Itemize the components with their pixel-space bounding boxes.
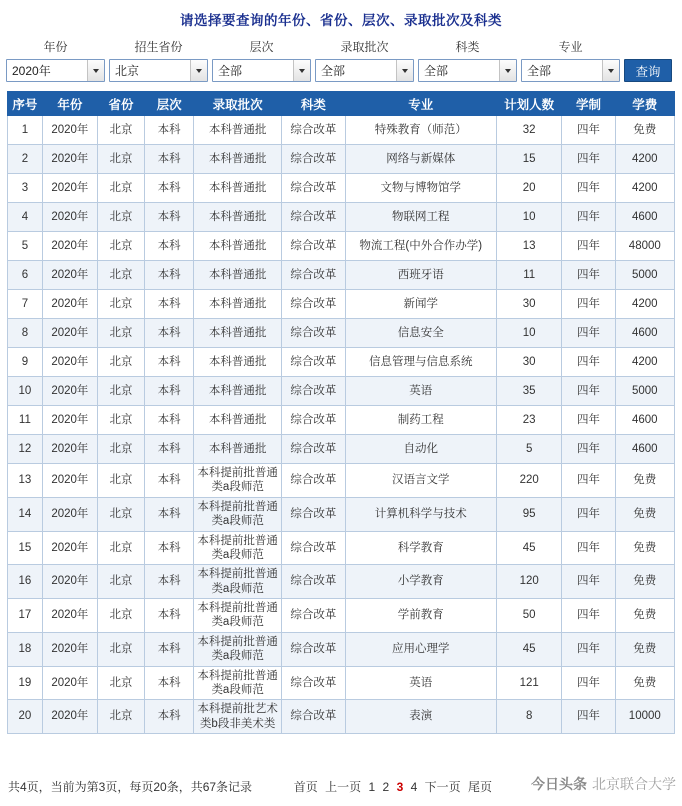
table-cell: 5000 — [615, 261, 674, 290]
table-cell: 23 — [496, 406, 561, 435]
table-cell: 四年 — [562, 666, 615, 700]
table-cell: 11 — [8, 406, 43, 435]
table-cell: 20 — [8, 700, 43, 734]
table-cell: 北京 — [98, 464, 145, 498]
table-cell: 北京 — [98, 261, 145, 290]
table-cell: 免费 — [615, 531, 674, 565]
table-cell: 本科提前批普通类a段师范 — [194, 632, 282, 666]
filter-major — [521, 38, 620, 82]
table-cell: 本科 — [145, 531, 194, 565]
table-cell: 2020年 — [42, 565, 97, 599]
table-cell: 本科提前批普通类a段师范 — [194, 531, 282, 565]
table-cell: 4600 — [615, 435, 674, 464]
col-year: 年份 — [42, 92, 97, 116]
table-header-row — [8, 92, 675, 116]
table-cell: 2020年 — [42, 632, 97, 666]
table-cell: 30 — [496, 290, 561, 319]
watermark — [531, 774, 676, 794]
table-cell: 北京 — [98, 174, 145, 203]
table-cell: 四年 — [562, 348, 615, 377]
table-cell: 网络与新媒体 — [345, 145, 496, 174]
col-level: 层次 — [145, 92, 194, 116]
table-cell: 四年 — [562, 145, 615, 174]
table-cell: 北京 — [98, 700, 145, 734]
table-cell: 本科 — [145, 632, 194, 666]
table-cell: 小学教育 — [345, 565, 496, 599]
pager-page-1[interactable]: 1 — [368, 780, 376, 794]
province-select[interactable] — [109, 59, 208, 82]
table-row — [8, 319, 675, 348]
table-cell: 四年 — [562, 497, 615, 531]
page-title: 请选择要查询的年份、省份、层次、录取批次及科类 — [180, 13, 502, 28]
table-cell: 本科提前批普通类a段师范 — [194, 599, 282, 633]
table-cell: 2020年 — [42, 232, 97, 261]
table-cell: 4 — [8, 203, 43, 232]
table-cell: 本科普通批 — [194, 377, 282, 406]
table-cell: 四年 — [562, 599, 615, 633]
record-summary: 共4页，当前为第3页，每页20条，共67条记录 — [8, 780, 253, 794]
table-cell: 综合改革 — [282, 531, 345, 565]
table-cell: 10 — [496, 203, 561, 232]
table-row — [8, 261, 675, 290]
table-cell: 2020年 — [42, 406, 97, 435]
table-cell: 5 — [496, 435, 561, 464]
table-cell: 免费 — [615, 497, 674, 531]
table-cell: 信息安全 — [345, 319, 496, 348]
table-cell: 综合改革 — [282, 203, 345, 232]
table-cell: 1 — [8, 116, 43, 145]
table-cell: 45 — [496, 531, 561, 565]
col-plan-count: 计划人数 — [496, 92, 561, 116]
chevron-down-icon[interactable] — [190, 60, 207, 81]
filter-level — [212, 38, 311, 82]
table-cell: 综合改革 — [282, 599, 345, 633]
table-cell: 2020年 — [42, 599, 97, 633]
table-cell: 汉语言文学 — [345, 464, 496, 498]
watermark-logo: 今日头条 — [531, 776, 587, 792]
table-row — [8, 377, 675, 406]
category-select[interactable] — [418, 59, 517, 82]
table-cell: 四年 — [562, 174, 615, 203]
table-cell: 2020年 — [42, 290, 97, 319]
table-body — [8, 116, 675, 734]
table-cell: 综合改革 — [282, 116, 345, 145]
table-cell: 本科 — [145, 599, 194, 633]
table-cell: 物联网工程 — [345, 203, 496, 232]
table-cell: 121 — [496, 666, 561, 700]
table-cell: 本科普通批 — [194, 435, 282, 464]
table-cell: 北京 — [98, 290, 145, 319]
table-cell: 120 — [496, 565, 561, 599]
table-cell: 2020年 — [42, 319, 97, 348]
col-province: 省份 — [98, 92, 145, 116]
table-cell: 四年 — [562, 435, 615, 464]
footer-bar — [0, 774, 682, 800]
table-cell: 4200 — [615, 348, 674, 377]
table-cell: 15 — [496, 145, 561, 174]
table-cell: 计算机科学与技术 — [345, 497, 496, 531]
table-cell: 8 — [496, 700, 561, 734]
table-cell: 本科 — [145, 290, 194, 319]
col-tuition: 学费 — [615, 92, 674, 116]
batch-select-value: 全部 — [321, 64, 346, 78]
table-cell: 北京 — [98, 203, 145, 232]
filter-province-label: 招生省份 — [134, 40, 183, 54]
table-row — [8, 348, 675, 377]
table-cell: 本科 — [145, 261, 194, 290]
table-row — [8, 464, 675, 498]
table-cell: 四年 — [562, 565, 615, 599]
pager-page-3[interactable]: 3 — [396, 780, 404, 794]
table-cell: 3 — [8, 174, 43, 203]
table-cell: 5000 — [615, 377, 674, 406]
table-cell: 2 — [8, 145, 43, 174]
table-cell: 特殊教育（师范） — [345, 116, 496, 145]
table-cell: 北京 — [98, 632, 145, 666]
query-button[interactable]: 查询 — [624, 59, 672, 82]
table-cell: 文物与博物馆学 — [345, 174, 496, 203]
table-row — [8, 435, 675, 464]
table-cell: 四年 — [562, 116, 615, 145]
table-cell: 30 — [496, 348, 561, 377]
table-cell: 本科普通批 — [194, 174, 282, 203]
table-cell: 英语 — [345, 377, 496, 406]
category-select-value: 全部 — [424, 64, 449, 78]
table-cell: 本科 — [145, 319, 194, 348]
table-cell: 本科 — [145, 377, 194, 406]
watermark-text: 北京联合大学 — [592, 776, 676, 792]
table-cell: 4600 — [615, 406, 674, 435]
table-cell: 2020年 — [42, 377, 97, 406]
filter-batch — [315, 38, 414, 82]
filter-major-label: 专业 — [558, 40, 583, 54]
table-cell: 综合改革 — [282, 464, 345, 498]
table-cell: 220 — [496, 464, 561, 498]
table-cell: 12 — [8, 435, 43, 464]
table-cell: 本科提前批普通类a段师范 — [194, 497, 282, 531]
chevron-down-icon[interactable] — [499, 60, 516, 81]
table-cell: 免费 — [615, 599, 674, 633]
table-cell: 综合改革 — [282, 232, 345, 261]
results-table — [7, 91, 675, 734]
table-cell: 2020年 — [42, 666, 97, 700]
year-select[interactable] — [6, 59, 105, 82]
filter-year — [6, 38, 105, 82]
level-select[interactable] — [212, 59, 311, 82]
table-cell: 北京 — [98, 666, 145, 700]
table-cell: 4600 — [615, 203, 674, 232]
table-cell: 本科 — [145, 116, 194, 145]
batch-select[interactable] — [315, 59, 414, 82]
table-cell: 11 — [496, 261, 561, 290]
table-cell: 32 — [496, 116, 561, 145]
table-cell: 北京 — [98, 348, 145, 377]
table-cell: 2020年 — [42, 531, 97, 565]
table-cell: 2020年 — [42, 348, 97, 377]
chevron-down-icon[interactable] — [87, 60, 104, 81]
table-cell: 本科 — [145, 435, 194, 464]
table-cell: 本科 — [145, 348, 194, 377]
year-select-value: 2020年 — [12, 64, 51, 78]
table-cell: 综合改革 — [282, 261, 345, 290]
table-cell: 10 — [8, 377, 43, 406]
table-cell: 综合改革 — [282, 319, 345, 348]
table-cell: 北京 — [98, 116, 145, 145]
col-duration: 学制 — [562, 92, 615, 116]
table-cell: 英语 — [345, 666, 496, 700]
table-cell: 新闻学 — [345, 290, 496, 319]
table-cell: 19 — [8, 666, 43, 700]
table-row — [8, 497, 675, 531]
table-cell: 北京 — [98, 435, 145, 464]
filter-category-label: 科类 — [455, 40, 480, 54]
pager-next[interactable]: 下一页 — [424, 780, 461, 794]
chevron-down-icon[interactable] — [602, 60, 619, 81]
table-cell: 四年 — [562, 406, 615, 435]
table-cell: 综合改革 — [282, 174, 345, 203]
table-cell: 科学教育 — [345, 531, 496, 565]
table-cell: 北京 — [98, 232, 145, 261]
table-row — [8, 666, 675, 700]
table-cell: 9 — [8, 348, 43, 377]
chevron-down-icon[interactable] — [396, 60, 413, 81]
table-row — [8, 174, 675, 203]
table-row — [8, 531, 675, 565]
table-cell: 四年 — [562, 700, 615, 734]
col-category: 科类 — [282, 92, 345, 116]
table-cell: 本科 — [145, 700, 194, 734]
table-cell: 本科 — [145, 203, 194, 232]
table-cell: 本科普通批 — [194, 261, 282, 290]
table-cell: 14 — [8, 497, 43, 531]
table-cell: 本科普通批 — [194, 319, 282, 348]
table-row — [8, 145, 675, 174]
table-cell: 4600 — [615, 319, 674, 348]
table-cell: 四年 — [562, 632, 615, 666]
table-cell: 免费 — [615, 116, 674, 145]
table-cell: 2020年 — [42, 435, 97, 464]
table-cell: 本科 — [145, 497, 194, 531]
table-cell: 2020年 — [42, 261, 97, 290]
table-cell: 15 — [8, 531, 43, 565]
table-cell: 本科 — [145, 232, 194, 261]
table-cell: 自动化 — [345, 435, 496, 464]
table-cell: 95 — [496, 497, 561, 531]
major-select[interactable] — [521, 59, 620, 82]
table-cell: 本科普通批 — [194, 406, 282, 435]
table-cell: 四年 — [562, 377, 615, 406]
table-cell: 综合改革 — [282, 497, 345, 531]
table-cell: 综合改革 — [282, 406, 345, 435]
table-cell: 综合改革 — [282, 145, 345, 174]
table-cell: 4200 — [615, 145, 674, 174]
table-cell: 本科 — [145, 145, 194, 174]
table-row — [8, 565, 675, 599]
table-cell: 北京 — [98, 145, 145, 174]
chevron-down-icon[interactable] — [293, 60, 310, 81]
table-cell: 免费 — [615, 464, 674, 498]
table-cell: 本科普通批 — [194, 232, 282, 261]
table-cell: 北京 — [98, 565, 145, 599]
pager-first[interactable]: 首页 — [293, 780, 318, 794]
table-row — [8, 232, 675, 261]
table-cell: 2020年 — [42, 145, 97, 174]
table-cell: 四年 — [562, 464, 615, 498]
table-cell: 本科提前批普通类a段师范 — [194, 565, 282, 599]
filter-bar — [0, 38, 682, 82]
col-index: 序号 — [8, 92, 43, 116]
province-select-value: 北京 — [115, 64, 140, 78]
table-cell: 免费 — [615, 666, 674, 700]
table-cell: 北京 — [98, 377, 145, 406]
table-cell: 制药工程 — [345, 406, 496, 435]
table-cell: 四年 — [562, 261, 615, 290]
table-cell: 信息管理与信息系统 — [345, 348, 496, 377]
table-cell: 4200 — [615, 290, 674, 319]
table-row — [8, 599, 675, 633]
table-cell: 10000 — [615, 700, 674, 734]
table-cell: 北京 — [98, 531, 145, 565]
table-cell: 四年 — [562, 203, 615, 232]
col-batch: 录取批次 — [194, 92, 282, 116]
table-cell: 10 — [496, 319, 561, 348]
pager-prev[interactable]: 上一页 — [325, 780, 362, 794]
table-cell: 综合改革 — [282, 435, 345, 464]
table-row — [8, 632, 675, 666]
pagination — [292, 778, 494, 795]
table-cell: 本科普通批 — [194, 290, 282, 319]
pager-last[interactable]: 尾页 — [467, 780, 492, 794]
table-cell: 20 — [496, 174, 561, 203]
col-major: 专业 — [345, 92, 496, 116]
table-cell: 2020年 — [42, 497, 97, 531]
table-cell: 2020年 — [42, 203, 97, 232]
table-cell: 四年 — [562, 531, 615, 565]
table-cell: 应用心理学 — [345, 632, 496, 666]
table-cell: 本科普通批 — [194, 348, 282, 377]
table-cell: 本科提前批普通类a段师范 — [194, 666, 282, 700]
table-cell: 本科普通批 — [194, 116, 282, 145]
table-cell: 综合改革 — [282, 666, 345, 700]
table-cell: 45 — [496, 632, 561, 666]
table-cell: 物流工程(中外合作办学) — [345, 232, 496, 261]
table-cell: 四年 — [562, 290, 615, 319]
pager-page-2[interactable]: 2 — [382, 780, 390, 794]
table-cell: 35 — [496, 377, 561, 406]
table-cell: 学前教育 — [345, 599, 496, 633]
table-cell: 5 — [8, 232, 43, 261]
table-cell: 6 — [8, 261, 43, 290]
table-cell: 综合改革 — [282, 348, 345, 377]
table-cell: 本科 — [145, 565, 194, 599]
table-cell: 本科提前批艺术类b段非美术类 — [194, 700, 282, 734]
table-cell: 本科 — [145, 464, 194, 498]
table-cell: 免费 — [615, 632, 674, 666]
filter-category — [418, 38, 517, 82]
table-cell: 13 — [496, 232, 561, 261]
table-cell: 本科提前批普通类a段师范 — [194, 464, 282, 498]
table-row — [8, 203, 675, 232]
table-cell: 四年 — [562, 319, 615, 348]
table-cell: 北京 — [98, 406, 145, 435]
filter-province — [109, 38, 208, 82]
table-cell: 西班牙语 — [345, 261, 496, 290]
table-cell: 本科 — [145, 406, 194, 435]
table-cell: 综合改革 — [282, 632, 345, 666]
table-cell: 表演 — [345, 700, 496, 734]
table-cell: 48000 — [615, 232, 674, 261]
table-cell: 综合改革 — [282, 377, 345, 406]
table-cell: 4200 — [615, 174, 674, 203]
filter-year-label: 年份 — [43, 40, 68, 54]
table-cell: 13 — [8, 464, 43, 498]
pager-page-4[interactable]: 4 — [410, 780, 418, 794]
table-cell: 50 — [496, 599, 561, 633]
table-row — [8, 406, 675, 435]
table-cell: 2020年 — [42, 174, 97, 203]
table-cell: 本科 — [145, 666, 194, 700]
table-cell: 北京 — [98, 599, 145, 633]
table-cell: 本科普通批 — [194, 145, 282, 174]
table-cell: 2020年 — [42, 116, 97, 145]
table-cell: 8 — [8, 319, 43, 348]
table-cell: 北京 — [98, 497, 145, 531]
table-row — [8, 700, 675, 734]
table-cell: 2020年 — [42, 700, 97, 734]
table-cell: 四年 — [562, 232, 615, 261]
table-cell: 7 — [8, 290, 43, 319]
table-cell: 综合改革 — [282, 565, 345, 599]
table-cell: 本科普通批 — [194, 203, 282, 232]
table-cell: 2020年 — [42, 464, 97, 498]
table-cell: 18 — [8, 632, 43, 666]
filter-batch-label: 录取批次 — [340, 40, 389, 54]
table-cell: 17 — [8, 599, 43, 633]
table-cell: 免费 — [615, 565, 674, 599]
table-cell: 16 — [8, 565, 43, 599]
level-select-value: 全部 — [218, 64, 243, 78]
table-cell: 综合改革 — [282, 290, 345, 319]
table-cell: 综合改革 — [282, 700, 345, 734]
table-row — [8, 116, 675, 145]
table-row — [8, 290, 675, 319]
major-select-value: 全部 — [527, 64, 552, 78]
table-cell: 本科 — [145, 174, 194, 203]
table-cell: 北京 — [98, 319, 145, 348]
filter-level-label: 层次 — [249, 40, 274, 54]
